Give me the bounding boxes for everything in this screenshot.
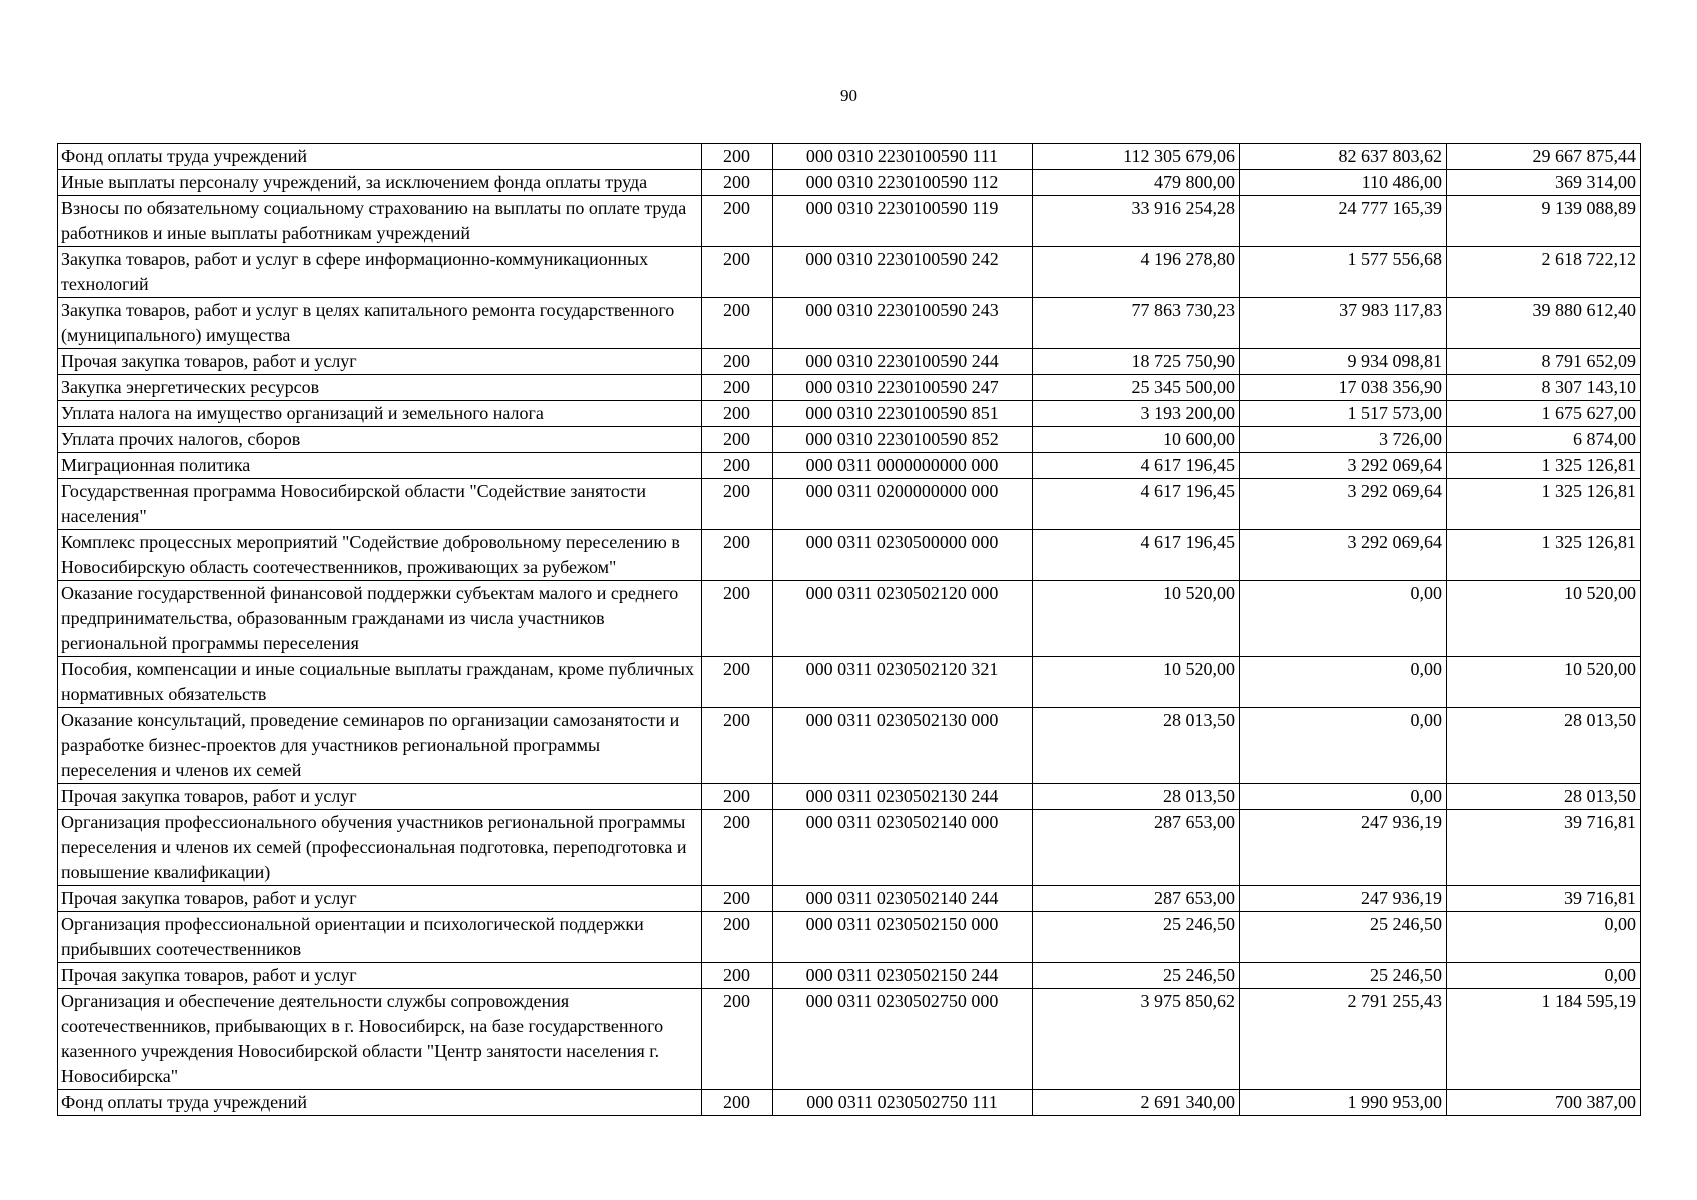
row-amount-1: 25 345 500,00 [1033, 375, 1240, 401]
row-amount-1: 28 013,50 [1033, 708, 1240, 784]
table-row [58, 401, 1641, 427]
row-kbk-code: 000 0311 0230502150 000 [773, 912, 1033, 963]
row-amount-1: 287 653,00 [1033, 810, 1240, 886]
row-kbk-code: 000 0311 0230502750 000 [773, 989, 1033, 1090]
row-name: Государственная программа Новосибирской области "Содействие занятости населения" [58, 479, 702, 530]
row-name: Уплата прочих налогов, сборов [58, 427, 702, 453]
row-kbk-code: 000 0311 0230502130 000 [773, 708, 1033, 784]
row-amount-3: 1 184 595,19 [1447, 989, 1641, 1090]
row-amount-1: 4 617 196,45 [1033, 453, 1240, 479]
row-amount-3: 8 791 652,09 [1447, 349, 1641, 375]
table-row [58, 657, 1641, 708]
table-row [58, 963, 1641, 989]
row-amount-3: 369 314,00 [1447, 170, 1641, 196]
row-kbk-code: 000 0310 2230100590 851 [773, 401, 1033, 427]
row-code: 200 [702, 581, 773, 657]
row-name: Фонд оплаты труда учреждений [58, 1090, 702, 1116]
row-amount-2: 25 246,50 [1240, 963, 1447, 989]
row-kbk-code: 000 0311 0230502120 000 [773, 581, 1033, 657]
row-name: Прочая закупка товаров, работ и услуг [58, 784, 702, 810]
table-row [58, 375, 1641, 401]
row-amount-2: 3 292 069,64 [1240, 479, 1447, 530]
row-code: 200 [702, 375, 773, 401]
row-name: Прочая закупка товаров, работ и услуг [58, 349, 702, 375]
row-name: Пособия, компенсации и иные социальные выплаты гражданам, кроме публичных нормативных обязательств [58, 657, 702, 708]
row-amount-2: 0,00 [1240, 581, 1447, 657]
row-amount-1: 4 617 196,45 [1033, 530, 1240, 581]
row-code: 200 [702, 401, 773, 427]
row-amount-3: 0,00 [1447, 963, 1641, 989]
row-name: Закупка энергетических ресурсов [58, 375, 702, 401]
row-amount-2: 37 983 117,83 [1240, 298, 1447, 349]
table-row [58, 912, 1641, 963]
row-code: 200 [702, 349, 773, 375]
row-amount-3: 9 139 088,89 [1447, 196, 1641, 247]
row-code: 200 [702, 170, 773, 196]
row-code: 200 [702, 530, 773, 581]
row-amount-2: 0,00 [1240, 708, 1447, 784]
row-code: 200 [702, 427, 773, 453]
row-name: Прочая закупка товаров, работ и услуг [58, 886, 702, 912]
row-amount-2: 0,00 [1240, 657, 1447, 708]
row-amount-3: 1 675 627,00 [1447, 401, 1641, 427]
table-row [58, 708, 1641, 784]
row-amount-3: 8 307 143,10 [1447, 375, 1641, 401]
row-amount-3: 10 520,00 [1447, 581, 1641, 657]
row-code: 200 [702, 298, 773, 349]
row-name: Закупка товаров, работ и услуг в сфере информационно-коммуникационных технологий [58, 247, 702, 298]
row-amount-1: 3 193 200,00 [1033, 401, 1240, 427]
row-name: Оказание консультаций, проведение семинаров по организации самозанятости и разработке бизнес-проектов для участников региональной программы переселения и членов их семей [58, 708, 702, 784]
row-code: 200 [702, 196, 773, 247]
row-amount-3: 39 880 612,40 [1447, 298, 1641, 349]
row-code: 200 [702, 989, 773, 1090]
row-kbk-code: 000 0310 2230100590 111 [773, 144, 1033, 170]
row-code: 200 [702, 479, 773, 530]
table-row [58, 479, 1641, 530]
row-kbk-code: 000 0310 2230100590 119 [773, 196, 1033, 247]
row-name: Взносы по обязательному социальному страхованию на выплаты по оплате труда работников и иные выплаты работникам учреждений [58, 196, 702, 247]
row-amount-2: 3 292 069,64 [1240, 530, 1447, 581]
table-row [58, 530, 1641, 581]
row-amount-1: 287 653,00 [1033, 886, 1240, 912]
row-kbk-code: 000 0311 0230502150 244 [773, 963, 1033, 989]
row-kbk-code: 000 0310 2230100590 243 [773, 298, 1033, 349]
row-amount-1: 2 691 340,00 [1033, 1090, 1240, 1116]
row-amount-1: 10 520,00 [1033, 657, 1240, 708]
row-name: Закупка товаров, работ и услуг в целях капитального ремонта государственного (муниципального) имущества [58, 298, 702, 349]
table-row [58, 349, 1641, 375]
row-amount-3: 0,00 [1447, 912, 1641, 963]
row-amount-2: 2 791 255,43 [1240, 989, 1447, 1090]
row-name: Фонд оплаты труда учреждений [58, 144, 702, 170]
table-row [58, 427, 1641, 453]
row-kbk-code: 000 0311 0230502120 321 [773, 657, 1033, 708]
budget-table-body [58, 144, 1641, 1116]
table-row [58, 170, 1641, 196]
row-amount-2: 1 517 573,00 [1240, 401, 1447, 427]
row-kbk-code: 000 0311 0230502140 244 [773, 886, 1033, 912]
row-kbk-code: 000 0310 2230100590 244 [773, 349, 1033, 375]
row-amount-2: 3 726,00 [1240, 427, 1447, 453]
budget-table [57, 143, 1641, 1116]
row-amount-3: 28 013,50 [1447, 708, 1641, 784]
row-amount-3: 1 325 126,81 [1447, 453, 1641, 479]
row-kbk-code: 000 0310 2230100590 247 [773, 375, 1033, 401]
row-amount-3: 1 325 126,81 [1447, 530, 1641, 581]
row-kbk-code: 000 0310 2230100590 852 [773, 427, 1033, 453]
row-kbk-code: 000 0311 0230502140 000 [773, 810, 1033, 886]
row-kbk-code: 000 0311 0230500000 000 [773, 530, 1033, 581]
row-amount-3: 1 325 126,81 [1447, 479, 1641, 530]
row-code: 200 [702, 784, 773, 810]
row-amount-2: 82 637 803,62 [1240, 144, 1447, 170]
row-amount-3: 2 618 722,12 [1447, 247, 1641, 298]
row-amount-1: 479 800,00 [1033, 170, 1240, 196]
row-amount-2: 3 292 069,64 [1240, 453, 1447, 479]
row-code: 200 [702, 810, 773, 886]
page-number: 90 [840, 86, 857, 105]
row-code: 200 [702, 886, 773, 912]
row-amount-1: 25 246,50 [1033, 912, 1240, 963]
row-amount-3: 28 013,50 [1447, 784, 1641, 810]
row-name: Прочая закупка товаров, работ и услуг [58, 963, 702, 989]
table-row [58, 298, 1641, 349]
row-name: Уплата налога на имущество организаций и земельного налога [58, 401, 702, 427]
row-amount-2: 247 936,19 [1240, 886, 1447, 912]
row-kbk-code: 000 0311 0230502130 244 [773, 784, 1033, 810]
row-name: Миграционная политика [58, 453, 702, 479]
row-amount-1: 28 013,50 [1033, 784, 1240, 810]
row-amount-2: 25 246,50 [1240, 912, 1447, 963]
row-kbk-code: 000 0311 0230502750 111 [773, 1090, 1033, 1116]
row-amount-1: 112 305 679,06 [1033, 144, 1240, 170]
table-row [58, 144, 1641, 170]
row-name: Иные выплаты персоналу учреждений, за исключением фонда оплаты труда [58, 170, 702, 196]
row-amount-1: 33 916 254,28 [1033, 196, 1240, 247]
row-kbk-code: 000 0311 0000000000 000 [773, 453, 1033, 479]
row-code: 200 [702, 657, 773, 708]
table-row [58, 247, 1641, 298]
row-code: 200 [702, 453, 773, 479]
table-row [58, 784, 1641, 810]
table-row [58, 989, 1641, 1090]
table-row [58, 581, 1641, 657]
row-amount-2: 1 577 556,68 [1240, 247, 1447, 298]
row-kbk-code: 000 0311 0200000000 000 [773, 479, 1033, 530]
row-amount-3: 10 520,00 [1447, 657, 1641, 708]
row-amount-2: 17 038 356,90 [1240, 375, 1447, 401]
row-amount-1: 3 975 850,62 [1033, 989, 1240, 1090]
row-amount-3: 700 387,00 [1447, 1090, 1641, 1116]
table-row [58, 810, 1641, 886]
row-amount-1: 18 725 750,90 [1033, 349, 1240, 375]
table-row [58, 886, 1641, 912]
row-amount-1: 77 863 730,23 [1033, 298, 1240, 349]
row-name: Комплекс процессных мероприятий "Содействие добровольному переселению в Новосибирскую область соотечественников, проживающих за рубежом" [58, 530, 702, 581]
row-amount-1: 10 600,00 [1033, 427, 1240, 453]
row-amount-1: 4 617 196,45 [1033, 479, 1240, 530]
row-amount-3: 39 716,81 [1447, 810, 1641, 886]
row-code: 200 [702, 247, 773, 298]
row-amount-3: 6 874,00 [1447, 427, 1641, 453]
row-code: 200 [702, 1090, 773, 1116]
row-amount-2: 110 486,00 [1240, 170, 1447, 196]
row-amount-2: 1 990 953,00 [1240, 1090, 1447, 1116]
row-amount-3: 39 716,81 [1447, 886, 1641, 912]
row-code: 200 [702, 912, 773, 963]
row-amount-2: 0,00 [1240, 784, 1447, 810]
row-amount-2: 9 934 098,81 [1240, 349, 1447, 375]
row-name: Организация профессиональной ориентации и психологической поддержки прибывших соотечественников [58, 912, 702, 963]
row-name: Оказание государственной финансовой поддержки субъектам малого и среднего предпринимательства, образованным гражданами из числа участников региональной программы переселения [58, 581, 702, 657]
table-row [58, 1090, 1641, 1116]
row-code: 200 [702, 708, 773, 784]
row-amount-1: 25 246,50 [1033, 963, 1240, 989]
row-code: 200 [702, 963, 773, 989]
row-name: Организация профессионального обучения участников региональной программы переселения и членов их семей (профессиональная подготовка, переподготовка и повышение квалификации) [58, 810, 702, 886]
table-row [58, 196, 1641, 247]
row-amount-2: 247 936,19 [1240, 810, 1447, 886]
row-kbk-code: 000 0310 2230100590 112 [773, 170, 1033, 196]
row-amount-1: 10 520,00 [1033, 581, 1240, 657]
row-code: 200 [702, 144, 773, 170]
row-kbk-code: 000 0310 2230100590 242 [773, 247, 1033, 298]
row-amount-2: 24 777 165,39 [1240, 196, 1447, 247]
table-row [58, 453, 1641, 479]
row-name: Организация и обеспечение деятельности службы сопровождения соотечественников, прибывающих в г. Новосибирск, на базе государственного казенного учреждения Новосибирской области "Центр занятости населения г. Новосибирска" [58, 989, 702, 1090]
row-amount-3: 29 667 875,44 [1447, 144, 1641, 170]
row-amount-1: 4 196 278,80 [1033, 247, 1240, 298]
